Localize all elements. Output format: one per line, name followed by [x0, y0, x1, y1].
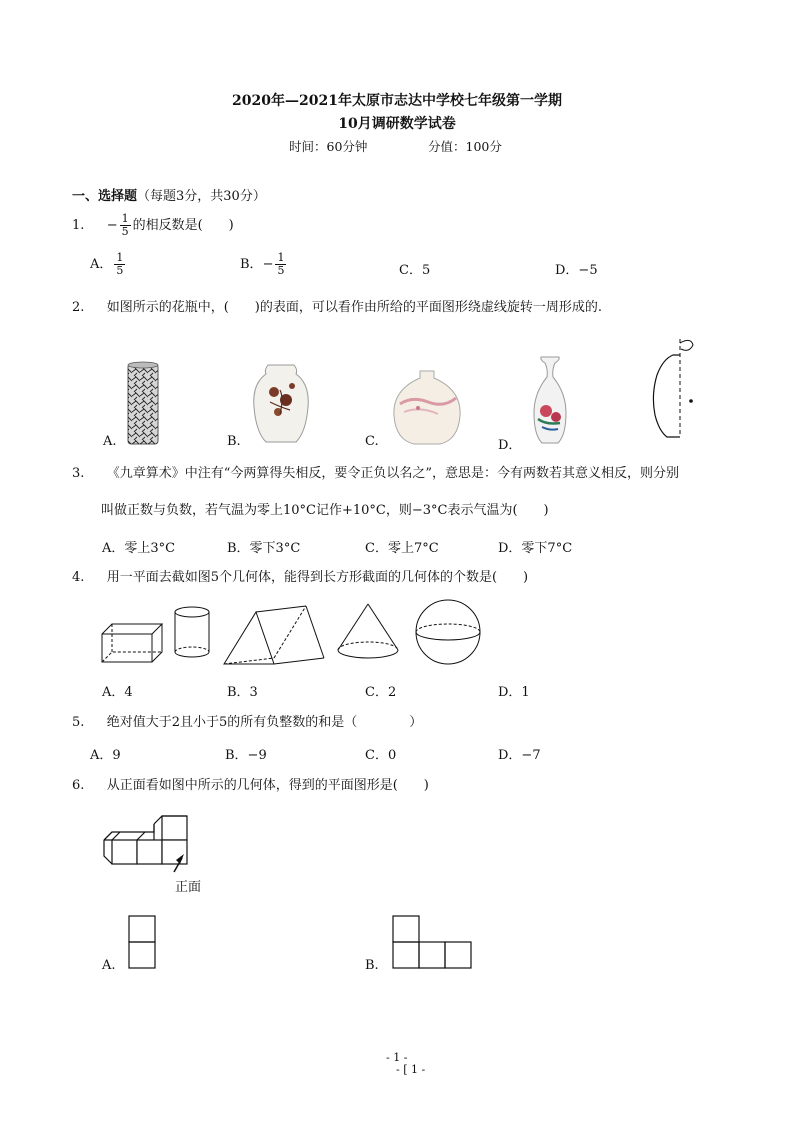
exam-score: 分值：100分 — [428, 139, 502, 154]
q5-option-d: D．−7 — [498, 748, 541, 763]
section-heading — [72, 185, 266, 204]
q4-option-b: B．3 — [227, 685, 258, 700]
q3-option-a: A．零上3°C — [102, 541, 176, 556]
q2-option-a: A. — [103, 434, 117, 449]
question-4 — [72, 566, 528, 585]
solids-diagram — [98, 598, 498, 670]
exam-title-line1: 2020年—2021年太原市志达中学校七年级第一学期 — [232, 93, 562, 109]
q4-option-d: D．1 — [498, 685, 530, 700]
question-1 — [72, 213, 234, 238]
page-number-secondary: - [ 1 - — [396, 1063, 426, 1076]
page-number: - 1 - — [386, 1051, 408, 1064]
q3-option-d: D．零下7°C — [498, 541, 573, 556]
q4-option-c: C．2 — [365, 685, 397, 700]
question-5 — [72, 711, 422, 730]
question-text: 绝对值大于2且小于5的所有负整数的和是（ ） — [106, 715, 423, 730]
q5-option-a: A．9 — [90, 748, 121, 763]
q1-option-a: A． $\frac{1}{5}$ — [90, 251, 124, 277]
question-number: 2. — [72, 300, 85, 315]
q2-option-c: C. — [365, 434, 379, 449]
question-number: 6. — [72, 778, 85, 793]
question-number: 4. — [72, 570, 85, 585]
question-3 — [72, 462, 679, 481]
cuboid-shape — [102, 624, 162, 662]
question-number: 1. — [72, 218, 85, 233]
q2-option-b: B. — [227, 434, 241, 449]
q4-option-a: A．4 — [102, 685, 133, 700]
front-view-label: 正面 — [175, 880, 202, 895]
cylinder-shape — [175, 607, 209, 657]
sphere-shape — [416, 600, 480, 664]
question-6 — [72, 774, 429, 793]
fraction: $\frac{1}{5}$ — [121, 212, 129, 238]
stacked-cubes-diagram — [100, 806, 200, 876]
question-text: 的相反数是( ) — [132, 218, 234, 233]
cone-shape — [338, 604, 398, 658]
q5-option-b: B．−9 — [225, 748, 267, 763]
plane-figure-diagram — [645, 335, 705, 445]
question-number: 3. — [72, 466, 85, 481]
question-text: 从正面看如图中所示的几何体，得到的平面图形是( ) — [106, 778, 429, 793]
question-2 — [72, 296, 602, 315]
exam-title-line2: 10月调研数学试卷 — [338, 116, 456, 132]
vase-a-image — [124, 360, 164, 446]
option-a-figure — [128, 915, 158, 971]
section-note: （每题3分，共30分） — [137, 189, 266, 204]
q6-option-b: B. — [365, 958, 379, 973]
q3-option-b: B．零下3°C — [227, 541, 301, 556]
minus-sign: − — [106, 218, 118, 233]
vase-d-image — [530, 355, 570, 447]
q3-option-c: C．零上7°C — [365, 541, 439, 556]
q6-option-a: A. — [102, 958, 116, 973]
question-text-line1: 《九章算术》中注有“今两算得失相反，要令正负以名之”，意思是：今有两数若其意义相反，则分别 — [106, 466, 679, 481]
q1-option-c: C．5 — [399, 263, 431, 278]
section-title: 一、选择题 — [72, 189, 138, 204]
q1-option-b: B．− $\frac{1}{5}$ — [240, 251, 285, 277]
vase-c-image — [390, 368, 464, 446]
q5-option-c: C．0 — [365, 748, 397, 763]
q2-option-d: D． — [498, 438, 522, 453]
question-number: 5. — [72, 715, 85, 730]
question-text: 如图所示的花瓶中，( )的表面，可以看作由所给的平面图形绕虚线旋转一周形成的. — [106, 300, 602, 315]
option-b-figure — [392, 915, 472, 971]
question-text: 用一平面去截如图5个几何体，能得到长方形截面的几何体的个数是( ) — [106, 570, 529, 585]
triangular-prism-shape — [224, 606, 324, 664]
q1-option-d: D．−5 — [555, 263, 598, 278]
question-3-line2: 叫做正数与负数，若气温为零上10°C记作+10°C，则−3°C表示气温为( ) — [101, 503, 549, 518]
vase-b-image — [250, 362, 312, 446]
exam-time: 时间：60分钟 — [289, 139, 368, 154]
